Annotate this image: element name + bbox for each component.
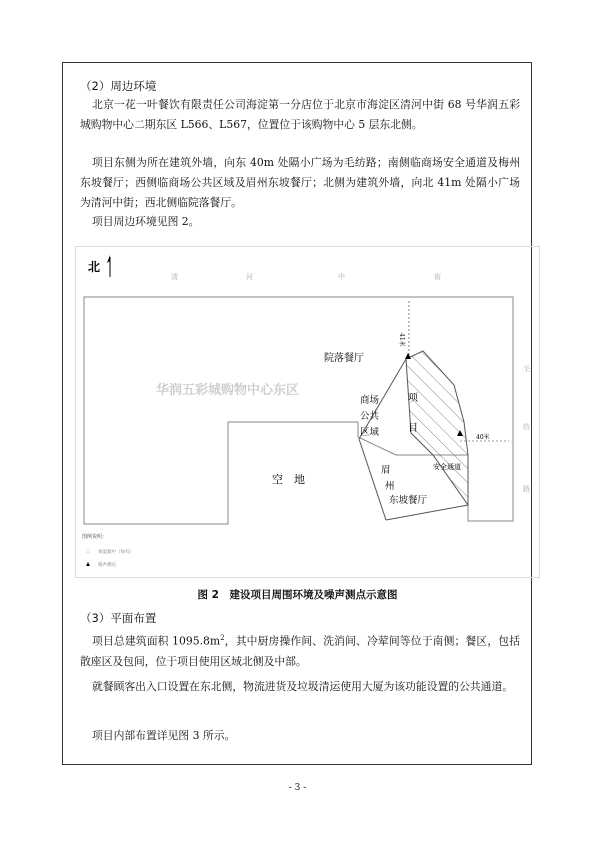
figure-caption: 图 2 建设项目周围环境及噪声测点示意图 bbox=[197, 589, 398, 601]
road-label-char: 清 bbox=[171, 273, 178, 281]
section-heading-layout: （3）平面布置 bbox=[80, 611, 157, 625]
area-text-rest: ，其中厨房操作间、洗消间、冷荤间等位于南侧；餐区，包括散座区及包间，位于项目使用区域北侧及中部。 bbox=[80, 634, 520, 668]
safety-passage-label: 安全通道 bbox=[433, 463, 461, 471]
empty-lot-label: 空 地 bbox=[272, 473, 305, 486]
noise-point-marker bbox=[405, 353, 411, 359]
public-area-label: 公共 bbox=[360, 411, 380, 422]
mall-label: 华润五彩城购物中心东区 bbox=[156, 383, 300, 398]
courtyard-label: 院落餐厅 bbox=[324, 353, 364, 364]
paragraph-see-figure3: 项目内部布置详见图 3 所示。 bbox=[92, 729, 236, 742]
paragraph-neighbors: 项目东侧为所在建筑外墙，向东 40m 处隔小广场为毛纺路；南侧临商场安全通道及梅州东坡餐厅；西侧临商场公共区域及眉州东坡餐厅；北侧为建筑外墙，向北 41m 处隔小广场为清河中街；西北侧临院落餐厅。 bbox=[80, 156, 520, 209]
project-label: 项 bbox=[408, 393, 418, 404]
public-area-label: 区域 bbox=[360, 427, 380, 438]
road-label-char: 河 bbox=[246, 273, 253, 281]
road-label-char: 路 bbox=[523, 485, 530, 493]
paragraph-location: 北京一花一叶餐饮有限责任公司海淀第一分店位于北京市海淀区清河中街 68 号华润五彩城购物中心二期东区 L566、L567，位置位于该购物中心 5 层东北侧。 bbox=[80, 98, 520, 131]
paragraph-entrance: 就餐顾客出入口设置在东北侧，物流进货及垃圾清运使用大厦为该功能设置的公共通道。 bbox=[92, 680, 514, 693]
meizhou-label: 东坡餐厅 bbox=[389, 495, 428, 506]
dim-north-label: 41米 bbox=[398, 333, 405, 347]
paragraph-area bbox=[80, 628, 520, 672]
road-label-char: 街 bbox=[434, 273, 441, 281]
legend-title: 图例说明： bbox=[82, 534, 108, 540]
legend-item: 噪声测点 bbox=[98, 563, 116, 568]
area-superscript: 2 bbox=[220, 634, 225, 642]
paragraph-see-figure: 项目周边环境见图 2。 bbox=[92, 215, 200, 228]
legend-swatch-noise bbox=[86, 562, 90, 566]
road-label-char: 纺 bbox=[523, 423, 530, 431]
site-plan-svg bbox=[76, 247, 539, 577]
road-label-char: 中 bbox=[338, 273, 345, 281]
north-label: 北 bbox=[88, 260, 101, 274]
meizhou-label: 眉 bbox=[381, 465, 391, 476]
page-number: - 3 - bbox=[288, 783, 307, 793]
site-plan-figure bbox=[75, 246, 540, 578]
legend-item: 加湿器中（如有） bbox=[98, 550, 134, 555]
dim-east-label: 40米 bbox=[476, 434, 490, 441]
road-label-char: 毛 bbox=[523, 365, 530, 373]
project-label: 目 bbox=[408, 423, 418, 434]
meizhou-label: 州 bbox=[385, 481, 395, 492]
area-text: 项目总建筑面积 1095.8m bbox=[92, 634, 221, 648]
north-arrow-icon bbox=[107, 255, 110, 277]
boundary-line bbox=[359, 439, 386, 520]
section-heading-surroundings: （2）周边环境 bbox=[80, 79, 157, 93]
boundary-line bbox=[386, 505, 468, 520]
legend-swatch-humidifier bbox=[86, 549, 90, 553]
public-area-label: 商场 bbox=[360, 395, 380, 406]
